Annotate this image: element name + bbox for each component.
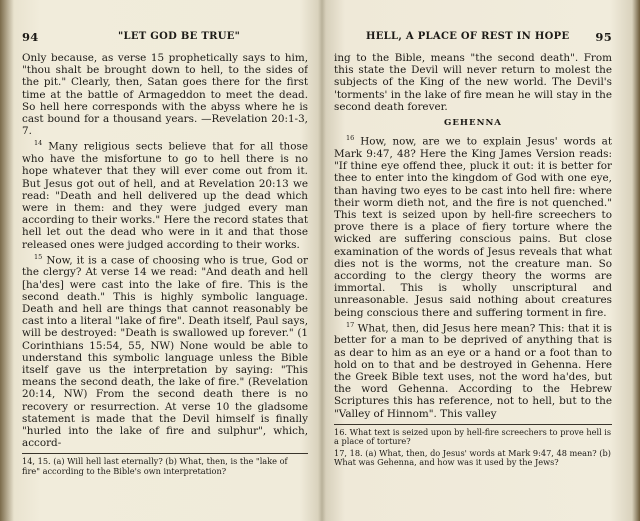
footnote-divider xyxy=(22,453,308,454)
paragraph: $^{17}$ What, then, did Jesus here mean? This: that it is better for a man to be deprived of anything that is as dear to him as an eye or a hand or a foot than to hold on to that and be destroyed in Gehenna. Here the Greek Bible text uses, not the word ha'des, but the word Gehenna. According to the Hebrew Scriptures this has reference, not to hell, but to the "Valley of Hinnom". This valley xyxy=(334,320,612,420)
paragraph: Only because, as verse 15 prophetically says to him, "thou shalt be brought down to hell, to the sides of the pit." Clearly, then, Satan goes there for the first time at the battle of Armageddon to meet the dead. So hell here corresponds with the abyss where he is cast bound for a thousand years. —Revelation 20:1-3, 7. xyxy=(22,52,308,138)
left-page-header xyxy=(22,30,308,52)
paragraph: $^{16}$ How, now, are we to explain Jesus' words at Mark 9:47, 48? Here the King James Version reads: "If thine eye offend thee, pluck it out: it is better for thee to enter into the kingdom of God with one eye, than having two eyes to be cast into hell fire: where their worm dieth not, and the fire is not quenched." This text is seized upon by hell-fire screechers to prove there is a place of fiery torture where the wicked are suffering conscious pains. But close examination of the words of Jesus reveals that what dies not is the worms, not the creature man. So according to the clergy theory the worms are immortal. This is wholly unscriptural and unreasonable. Jesus said nothing about creatures being conscious there and suffering torment in fire. xyxy=(334,134,612,319)
footnote: 16. What text is seized upon by hell-fire screechers to prove hell is a place of torture? xyxy=(334,426,612,447)
paragraph-number: 14 xyxy=(34,139,43,148)
paragraph-number: 16 xyxy=(346,134,355,143)
right-page xyxy=(334,30,612,518)
left-page-body xyxy=(22,52,308,449)
left-page xyxy=(22,30,308,518)
section-subheading: GEHENNA xyxy=(444,118,502,129)
footnote: 14, 15. (a) Will hell last eternally? (b) What, then, is the "lake of fire" according to the Bible's own interpretation? xyxy=(22,456,288,476)
running-head: HELL, A PLACE OF REST IN HOPE xyxy=(366,31,570,42)
paragraph-number: 17 xyxy=(346,320,355,329)
paragraph-number: 15 xyxy=(34,252,43,261)
footnote: 17, 18. (a) What, then, do Jesus' words at Mark 9:47, 48 mean? (b) What was Gehenna, and how was it used by the Jews? xyxy=(334,447,611,468)
page-number: 95 xyxy=(595,30,612,44)
footnotes xyxy=(22,457,308,476)
footnotes xyxy=(334,428,612,468)
footnote-divider xyxy=(334,424,612,425)
right-page-header xyxy=(334,30,612,52)
running-head: "LET GOD BE TRUE" xyxy=(118,31,241,42)
paragraph: ing to the Bible, means "the second death". From this state the Devil will never return to molest the subjects of the King of the new world. The Devil's 'torments' in the lake of fire mean he will stay in the second death forever. xyxy=(334,52,612,113)
paragraph: $^{14}$ Many religious sects believe that for all those who have the misfortune to go to hell there is no hope whatever that they will ever come out from it. But Jesus got out of hell, and at Revelation 20:13 we read: "Death and hell delivered up the dead which were in them: and they were judged every man according to their works." Here the record states that hell let out the dead who were in it and that those released ones were judged according to their works. xyxy=(22,139,308,251)
right-page-body xyxy=(334,52,612,420)
page-number: 94 xyxy=(22,30,39,44)
paragraph: $^{15}$ Now, it is a case of choosing who is true, God or the clergy? At verse 14 we read: "And death and hell [ha'des] were cast into the lake of fire. This is the second death." This is highly symbolic language. Death and hell are things that cannot reasonably be cast into a literal "lake of fire". Death itself, Paul says, will be destroyed: "Death is swallowed up forever." (1 Corinthians 15:54, 55, NW) None would be able to understand this symbolic language unless the Bible itself gave us the interpretation by saying: "This means the second death, the lake of fire." (Revelation 20:14, NW) From the second death there is no recovery or resurrection. At verse 10 the gladsome statement is made that the Devil himself is finally "hurled into the lake of fire and sulphur", which, accord- xyxy=(22,252,308,450)
